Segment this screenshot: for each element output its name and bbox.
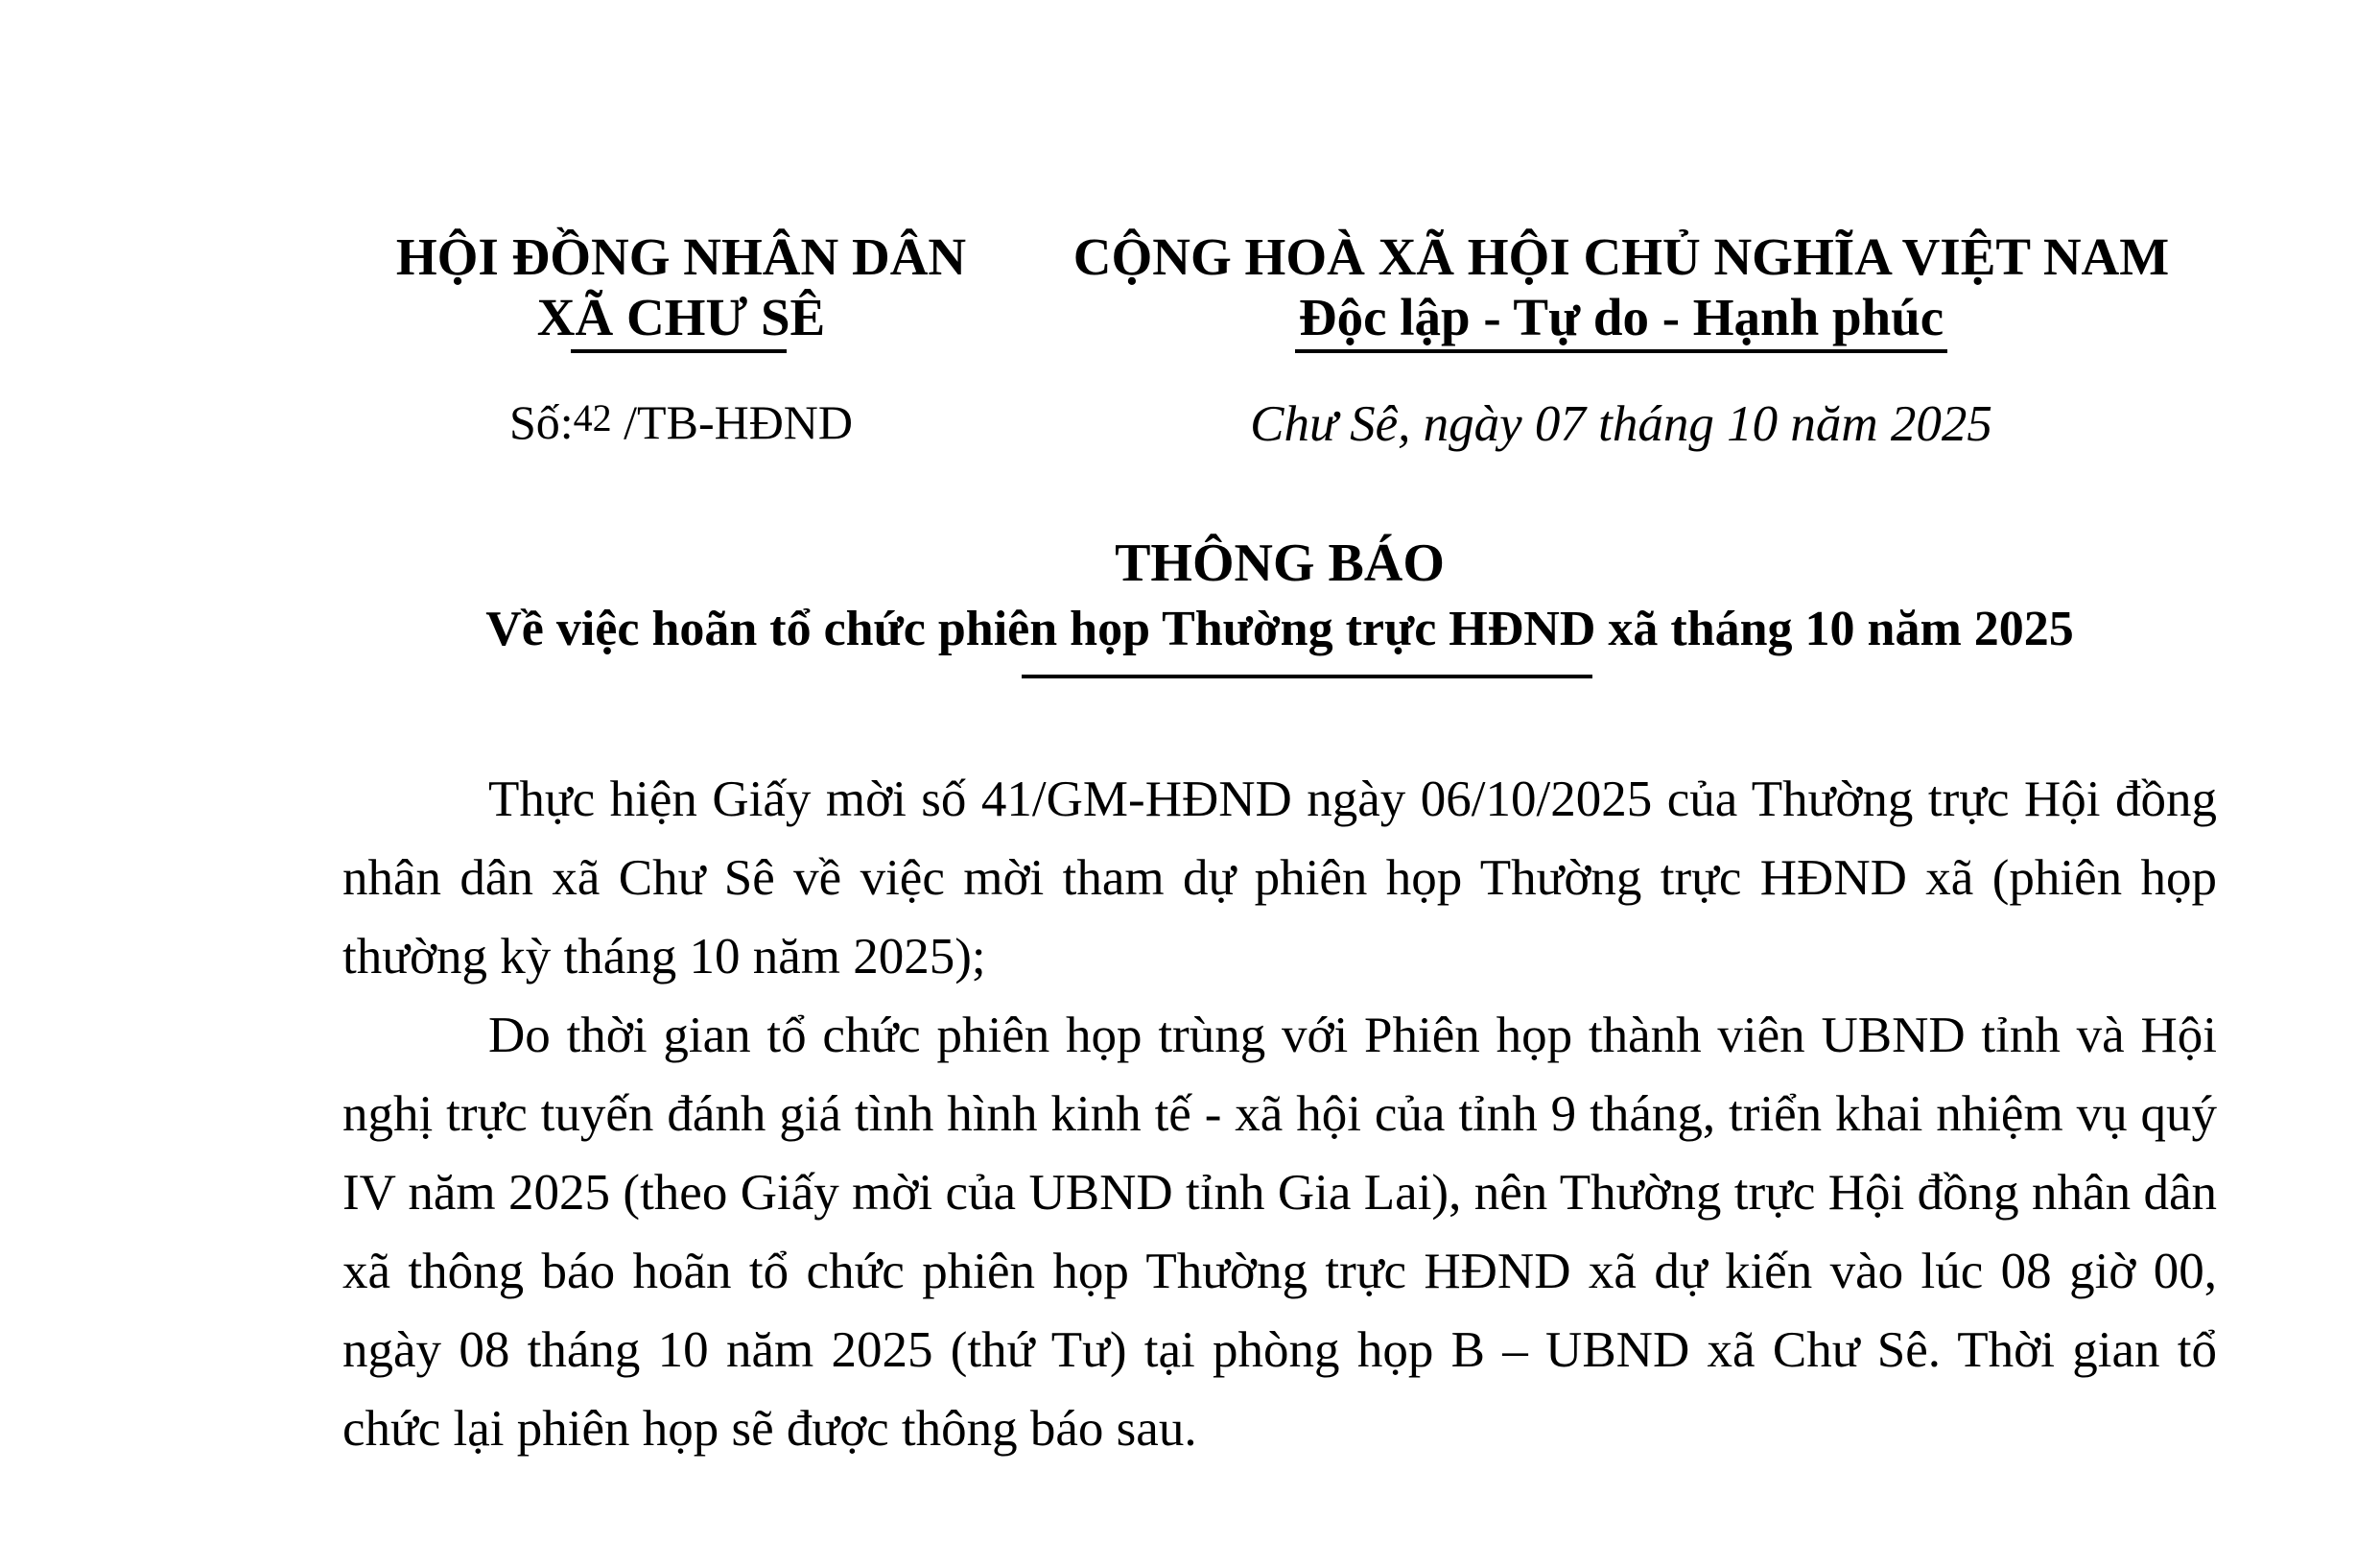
document-title: THÔNG BÁO: [1115, 534, 1445, 593]
document-number: [355, 393, 1007, 451]
document-subtitle: Về việc hoãn tổ chức phiên họp Thường trực HĐND xã tháng 10 năm 2025: [485, 602, 2074, 656]
document-number-value: 42: [573, 396, 612, 439]
issuing-body-name: HỘI ĐỒNG NHÂN DÂN: [395, 227, 967, 286]
national-motto: Độc lập - Tự do - Hạnh phúc: [1298, 288, 1944, 346]
left-header-underline: [571, 349, 787, 353]
document-number-suffix: /TB-HĐND: [611, 395, 854, 449]
issuing-body-commune: XÃ CHƯ SÊ: [536, 288, 826, 346]
place-date: Chư Sê, ngày 07 tháng 10 năm 2025: [1250, 396, 1992, 452]
body-paragraph-2: Do thời gian tổ chức phiên họp trùng với Phiên họp thành viên UBND tỉnh và Hội nghị trực tuyến đánh giá tình hình kinh tế - xã hội của tỉnh 9 tháng, triển khai nhiệm vụ quý IV năm 2025 (theo Giấy mời của UBND tỉnh Gia Lai), nên Thường trực Hội đồng nhân dân xã thông báo hoãn tổ chức phiên họp Thường trực HĐND xã dự kiến vào lúc 08 giờ 00, ngày 08 tháng 10 năm 2025 (thứ Tư) tại phòng họp B – UBND xã Chư Sê. Thời gian tổ chức lại phiên họp sẽ được thông báo sau.: [342, 1008, 2217, 1457]
national-title: CỘNG HOÀ XÃ HỘI CHỦ NGHĨA VIỆT NAM: [1072, 227, 2170, 286]
right-header-underline: [1295, 349, 1947, 353]
body-paragraph-1: Thực hiện Giấy mời số 41/GM-HĐND ngày 06/10/2025 của Thường trực Hội đồng nhân dân xã Chư Sê về việc mời tham dự phiên họp Thường trực HĐND xã (phiên họp thường kỳ tháng 10 năm 2025);: [342, 772, 2217, 985]
title-underline: [1022, 675, 1592, 678]
document-body: [342, 760, 2217, 1468]
document-number-prefix: Số:: [508, 395, 574, 449]
